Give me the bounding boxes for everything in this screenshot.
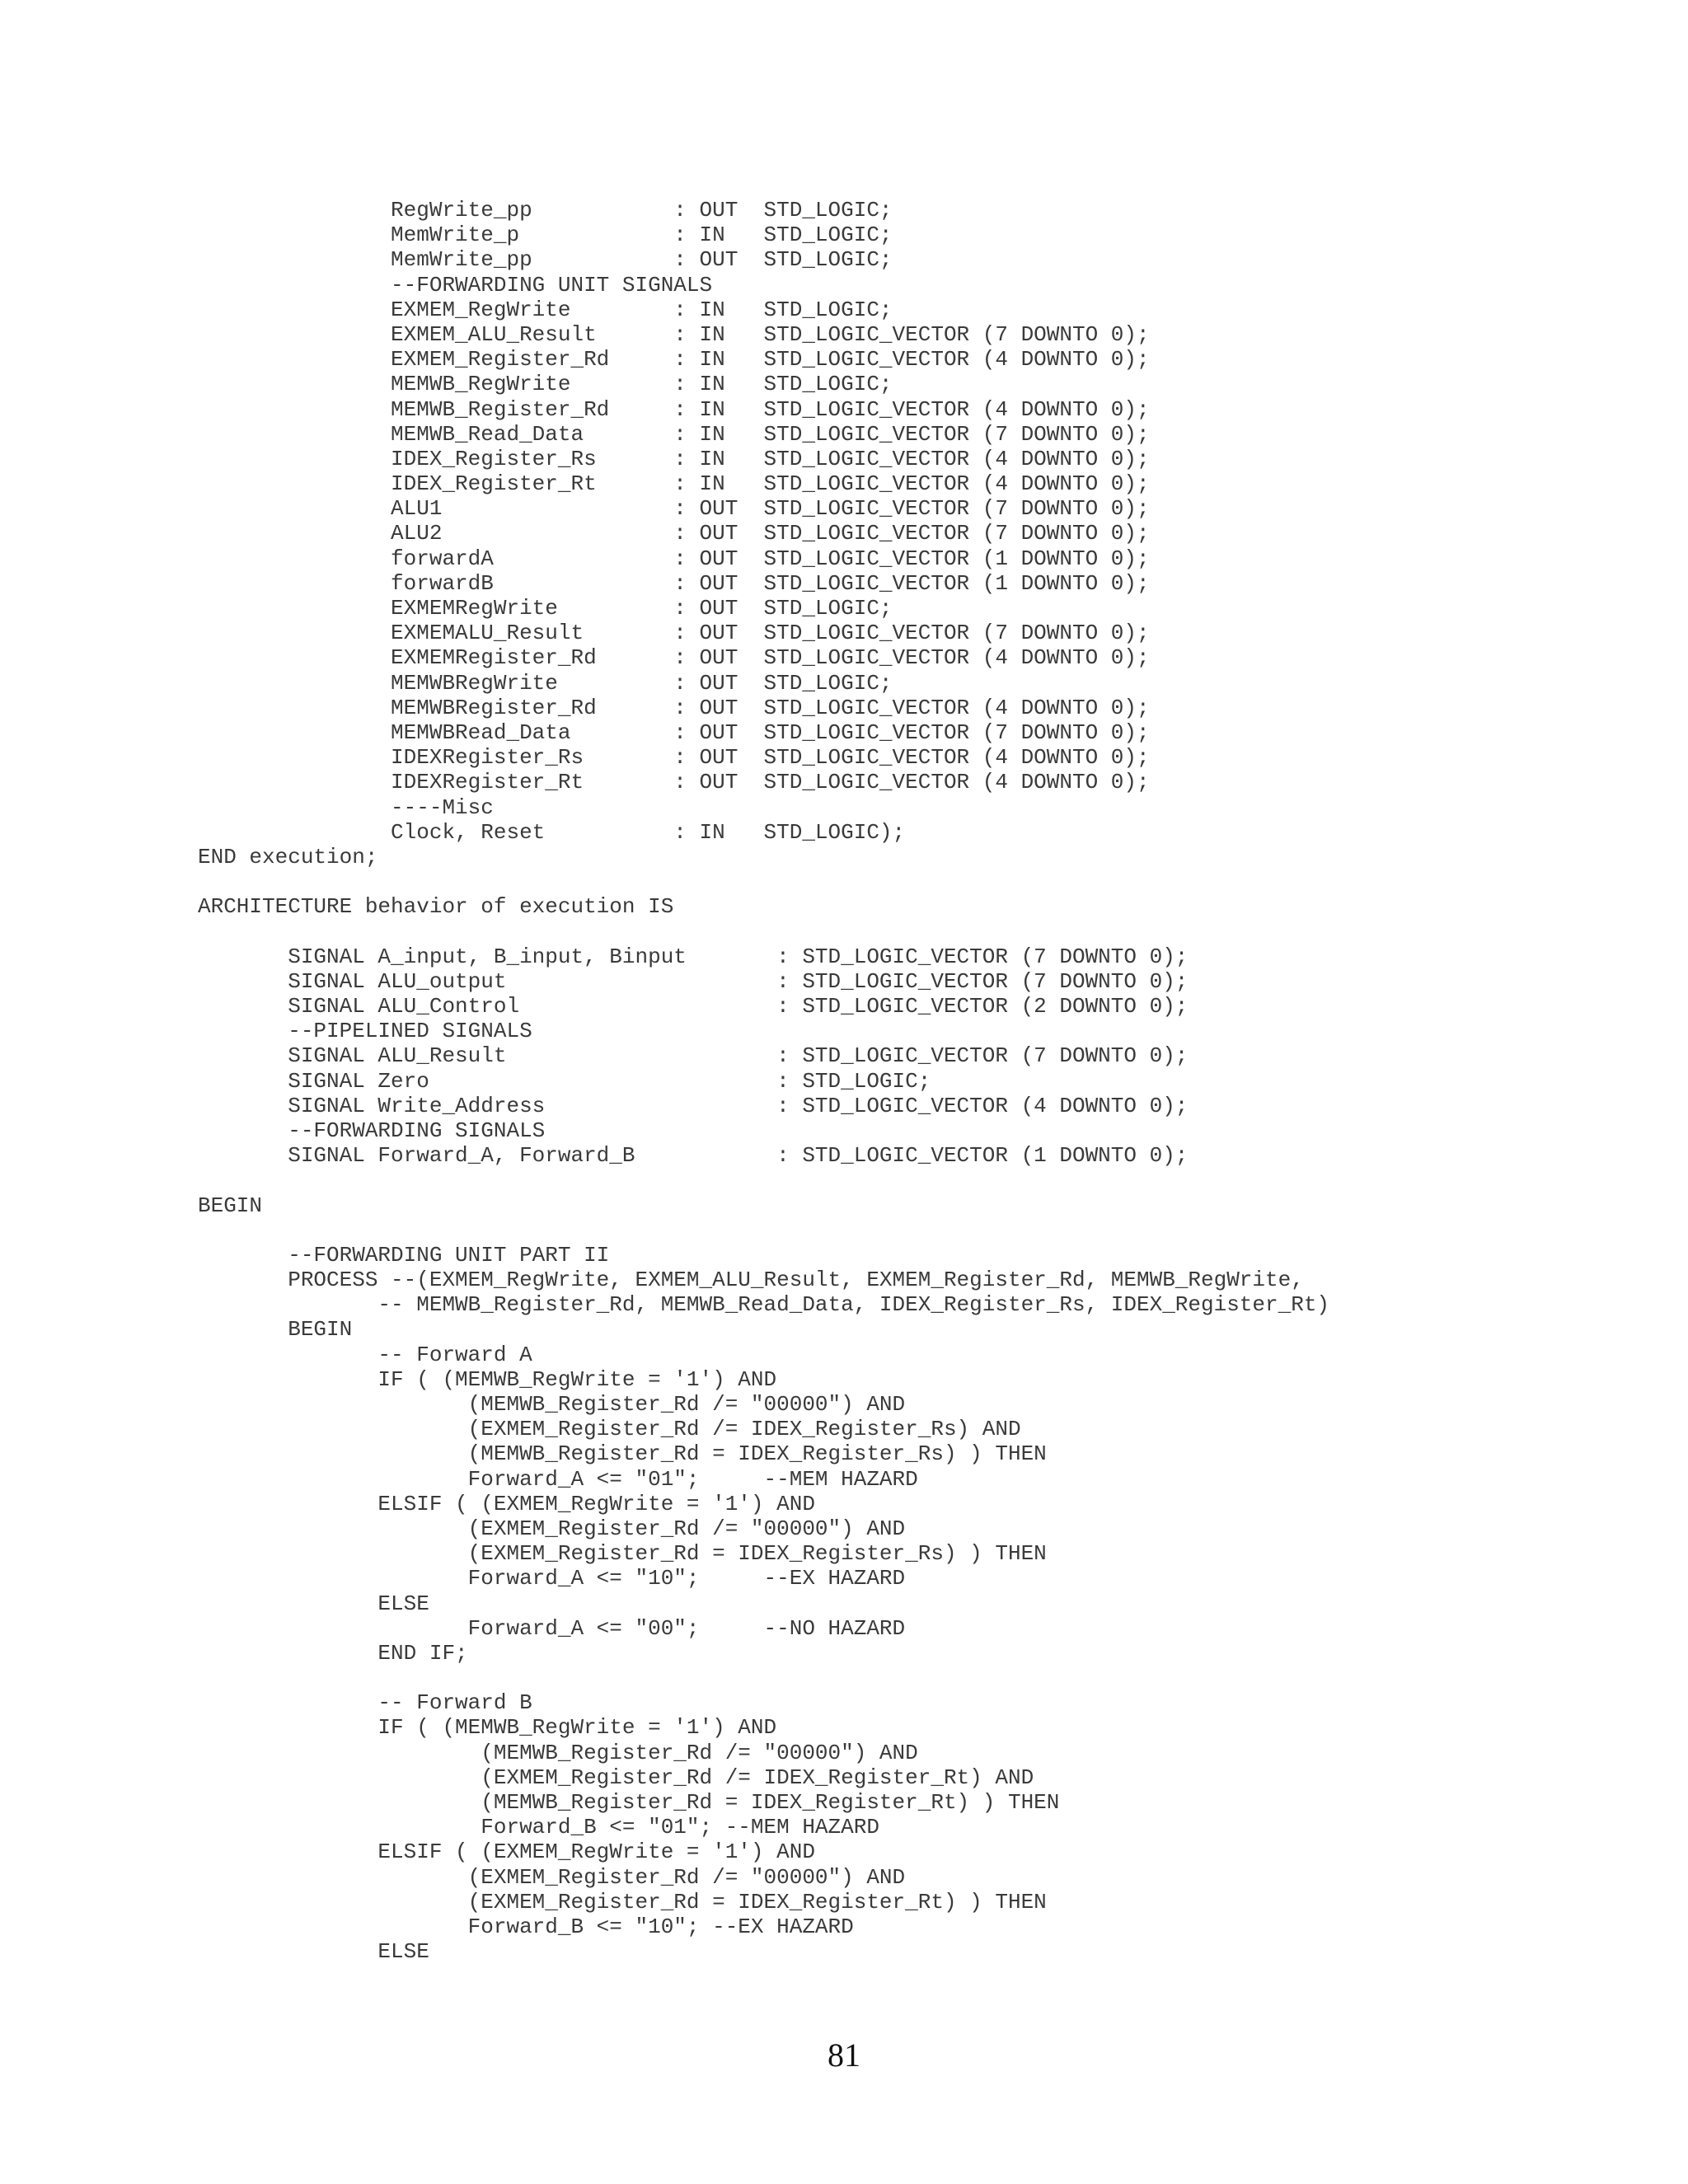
code-line: Clock, Reset : IN STD_LOGIC); <box>198 819 906 845</box>
code-line: -- MEMWB_Register_Rd, MEMWB_Read_Data, IDEX_Register_Rs, IDEX_Register_Rt) <box>198 1292 1330 1318</box>
code-line: EXMEM_Register_Rd : IN STD_LOGIC_VECTOR (4 DOWNTO 0); <box>198 347 1150 373</box>
code-line: (EXMEM_Register_Rd = IDEX_Register_Rt) ) THEN <box>198 1889 1047 1915</box>
code-line: EXMEMRegWrite : OUT STD_LOGIC; <box>198 596 893 621</box>
code-line: (EXMEM_Register_Rd /= "00000") AND <box>198 1864 906 1890</box>
code-line: SIGNAL ALU_Result : STD_LOGIC_VECTOR (7 DOWNTO 0); <box>198 1043 1189 1069</box>
code-line: -- Forward A <box>198 1342 532 1367</box>
code-line: ALU2 : OUT STD_LOGIC_VECTOR (7 DOWNTO 0); <box>198 521 1150 546</box>
vhdl-code-listing <box>198 198 1665 1964</box>
code-line: --PIPELINED SIGNALS <box>198 1019 532 1044</box>
code-line: (EXMEM_Register_Rd = IDEX_Register_Rs) ) THEN <box>198 1541 1047 1567</box>
code-line: IF ( (MEMWB_RegWrite = '1') AND <box>198 1715 777 1741</box>
code-line: SIGNAL Forward_A, Forward_B : STD_LOGIC_VECTOR (1 DOWNTO 0); <box>198 1143 1189 1169</box>
code-line: ELSE <box>198 1591 429 1616</box>
code-line: ALU1 : OUT STD_LOGIC_VECTOR (7 DOWNTO 0); <box>198 496 1150 522</box>
code-line: EXMEM_RegWrite : IN STD_LOGIC; <box>198 297 893 322</box>
page-number: 81 <box>828 2036 860 2074</box>
code-line: MEMWBRead_Data : OUT STD_LOGIC_VECTOR (7 DOWNTO 0); <box>198 719 1150 745</box>
code-line: --FORWARDING SIGNALS <box>198 1118 546 1143</box>
code-line: --FORWARDING UNIT PART II <box>198 1242 610 1268</box>
code-line: MemWrite_p : IN STD_LOGIC; <box>198 223 893 248</box>
code-line <box>198 1168 1665 1193</box>
code-line <box>198 869 1665 894</box>
code-line: BEGIN <box>198 1317 353 1343</box>
code-line: IF ( (MEMWB_RegWrite = '1') AND <box>198 1366 777 1392</box>
code-line: MEMWB_Register_Rd : IN STD_LOGIC_VECTOR (4 DOWNTO 0); <box>198 396 1150 422</box>
code-line: (MEMWB_Register_Rd /= "00000") AND <box>198 1392 906 1417</box>
code-line: (EXMEM_Register_Rd /= IDEX_Register_Rt) AND <box>198 1765 1034 1790</box>
code-line: ELSIF ( (EXMEM_RegWrite = '1') AND <box>198 1840 815 1865</box>
code-line <box>198 919 1665 944</box>
code-line: EXMEM_ALU_Result : IN STD_LOGIC_VECTOR (7 DOWNTO 0); <box>198 321 1150 347</box>
code-line: EXMEMALU_Result : OUT STD_LOGIC_VECTOR (7 DOWNTO 0); <box>198 621 1150 646</box>
code-line: SIGNAL Write_Address : STD_LOGIC_VECTOR (4 DOWNTO 0); <box>198 1093 1189 1118</box>
code-line: IDEX_Register_Rs : IN STD_LOGIC_VECTOR (4 DOWNTO 0); <box>198 446 1150 471</box>
code-line: --FORWARDING UNIT SIGNALS <box>198 272 713 298</box>
code-line: forwardB : OUT STD_LOGIC_VECTOR (1 DOWNTO 0); <box>198 570 1150 596</box>
code-line: Forward_B <= "01"; --MEM HAZARD <box>198 1815 879 1840</box>
code-line: END execution; <box>198 844 378 869</box>
code-line: END IF; <box>198 1640 468 1666</box>
code-line: IDEXRegister_Rs : OUT STD_LOGIC_VECTOR (4 DOWNTO 0); <box>198 745 1150 771</box>
code-line: EXMEMRegister_Rd : OUT STD_LOGIC_VECTOR (4 DOWNTO 0); <box>198 645 1150 671</box>
code-line: MEMWBRegWrite : OUT STD_LOGIC; <box>198 670 893 696</box>
code-line: ARCHITECTURE behavior of execution IS <box>198 894 674 920</box>
code-line: IDEXRegister_Rt : OUT STD_LOGIC_VECTOR (4 DOWNTO 0); <box>198 770 1150 795</box>
code-line: (MEMWB_Register_Rd /= "00000") AND <box>198 1740 918 1765</box>
code-line: SIGNAL A_input, B_input, Binput : STD_LOGIC_VECTOR (7 DOWNTO 0); <box>198 944 1189 969</box>
code-line: ----Misc <box>198 794 494 820</box>
code-line: ELSIF ( (EXMEM_RegWrite = '1') AND <box>198 1491 815 1516</box>
code-line: Forward_A <= "00"; --NO HAZARD <box>198 1615 906 1641</box>
code-line: SIGNAL ALU_output : STD_LOGIC_VECTOR (7 DOWNTO 0); <box>198 968 1189 994</box>
code-line: SIGNAL ALU_Control : STD_LOGIC_VECTOR (2 DOWNTO 0); <box>198 994 1189 1019</box>
code-line: RegWrite_pp : OUT STD_LOGIC; <box>198 198 893 223</box>
code-line: (EXMEM_Register_Rd /= IDEX_Register_Rs) AND <box>198 1417 1021 1442</box>
code-line: MEMWB_Read_Data : IN STD_LOGIC_VECTOR (7 DOWNTO 0); <box>198 421 1150 447</box>
code-line: MemWrite_pp : OUT STD_LOGIC; <box>198 247 893 273</box>
code-line: (MEMWB_Register_Rd = IDEX_Register_Rs) ) THEN <box>198 1441 1047 1467</box>
code-line <box>198 1218 1665 1243</box>
code-line: Forward_A <= "10"; --EX HAZARD <box>198 1566 906 1591</box>
code-line <box>198 1666 1665 1690</box>
code-line: -- Forward B <box>198 1690 532 1716</box>
code-line: MEMWB_RegWrite : IN STD_LOGIC; <box>198 372 893 397</box>
code-line: Forward_A <= "01"; --MEM HAZARD <box>198 1466 918 1492</box>
code-line: MEMWBRegister_Rd : OUT STD_LOGIC_VECTOR (4 DOWNTO 0); <box>198 695 1150 720</box>
code-line: PROCESS --(EXMEM_RegWrite, EXMEM_ALU_Result, EXMEM_Register_Rd, MEMWB_RegWrite, <box>198 1268 1304 1293</box>
code-line: (EXMEM_Register_Rd /= "00000") AND <box>198 1516 906 1541</box>
code-line: (MEMWB_Register_Rd = IDEX_Register_Rt) ) THEN <box>198 1790 1060 1815</box>
code-line: ELSE <box>198 1939 429 1965</box>
code-line: forwardA : OUT STD_LOGIC_VECTOR (1 DOWNTO 0); <box>198 546 1150 571</box>
code-line: SIGNAL Zero : STD_LOGIC; <box>198 1068 931 1094</box>
code-line: IDEX_Register_Rt : IN STD_LOGIC_VECTOR (4 DOWNTO 0); <box>198 471 1150 497</box>
code-line: Forward_B <= "10"; --EX HAZARD <box>198 1914 854 1939</box>
code-line: BEGIN <box>198 1193 263 1218</box>
